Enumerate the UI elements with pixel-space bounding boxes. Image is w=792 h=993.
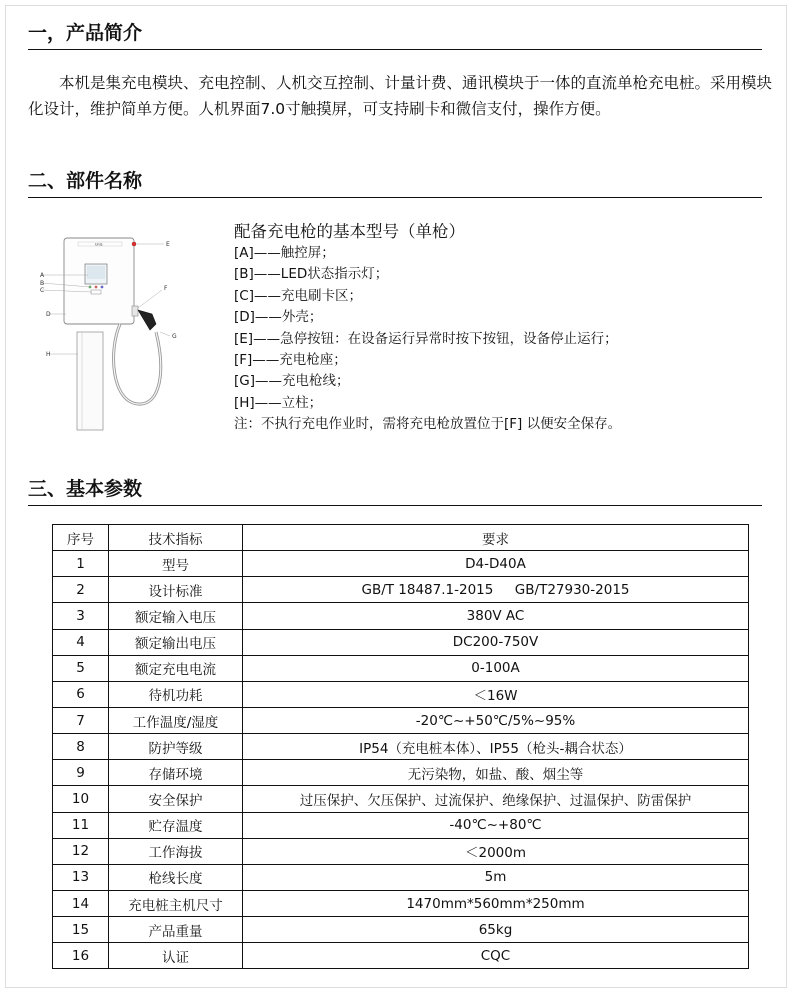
row-requirement: 无污染物，如盐、酸、烟尘等 [243,760,749,786]
row-index: 16 [53,943,109,969]
table-row [53,577,749,603]
figure-label-f: F [164,285,168,292]
row-indicator: 工作海拔 [109,838,243,864]
row-index: 10 [53,786,109,812]
section-title-parts: 二、部件名称 [28,168,762,198]
row-indicator: 枪线长度 [109,864,243,890]
row-requirement: 过压保护、欠压保护、过流保护、绝缘保护、过温保护、防雷保护 [243,786,749,812]
table-row [53,943,749,969]
table-row [53,864,749,890]
table-row [53,734,749,760]
table-row [53,655,749,681]
charger-diagram [38,232,218,432]
parts-item: [D]——外壳； [234,309,323,326]
row-indicator: 型号 [109,551,243,577]
row-index: 9 [53,760,109,786]
intro-paragraph: 本机是集充电模块、充电控制、人机交互控制、计量计费、通讯模块于一体的直流单枪充电桩。采用模块化设计，维护简单方便。人机界面7.0寸触摸屏，可支持刷卡和微信支付，操作方便。 [28,74,773,118]
row-index: 3 [53,603,109,629]
figure-label-c: C [40,287,45,294]
figure-label-g: G [172,333,177,340]
table-row [53,812,749,838]
table-row [53,551,749,577]
row-index: 15 [53,917,109,943]
table-row [53,681,749,707]
table-row [53,629,749,655]
row-index: 5 [53,655,109,681]
row-requirement: D4-D40A [243,551,749,577]
row-index: 7 [53,707,109,733]
section-title-params: 三、基本参数 [28,476,762,506]
table-row [53,838,749,864]
row-requirement: 1470mm*560mm*250mm [243,890,749,916]
header-indicator: 技术指标 [109,525,243,551]
header-index: 序号 [53,525,109,551]
row-requirement: -40℃~+80℃ [243,812,749,838]
emergency-stop-shape [132,242,136,246]
parts-subtitle: 配备充电枪的基本型号（单枪） [234,222,465,241]
row-indicator: 防护等级 [109,734,243,760]
row-requirement: 380V AC [243,603,749,629]
row-index: 8 [53,734,109,760]
row-requirement: GB/T 18487.1-2015 GB/T27930-2015 [243,577,749,603]
row-index: 12 [53,838,109,864]
row-requirement: ＜2000m [243,838,749,864]
post-shape [77,332,103,430]
row-requirement: IP54（充电桩本体）、IP55（枪头-耦合状态） [243,734,749,760]
brand-logo: Unis [95,242,103,247]
row-indicator: 产品重量 [109,917,243,943]
table-row [53,603,749,629]
row-requirement: DC200-750V [243,629,749,655]
row-indicator: 额定输出电压 [109,629,243,655]
parts-item: [H]——立柱； [234,394,323,411]
row-indicator: 认证 [109,943,243,969]
row-indicator: 贮存温度 [109,812,243,838]
row-requirement: -20℃~+50℃/5%~95% [243,707,749,733]
row-index: 6 [53,681,109,707]
gun-holster-shape [132,306,138,316]
header-requirement: 要求 [243,525,749,551]
row-indicator: 工作温度/湿度 [109,707,243,733]
row-requirement: 5m [243,864,749,890]
table-row [53,760,749,786]
row-indicator: 额定输入电压 [109,603,243,629]
row-indicator: 额定充电电流 [109,655,243,681]
row-index: 14 [53,890,109,916]
table-row [53,917,749,943]
row-index: 11 [53,812,109,838]
row-indicator: 设计标准 [109,577,243,603]
row-indicator: 充电桩主机尺寸 [109,890,243,916]
row-indicator: 待机功耗 [109,681,243,707]
row-index: 4 [53,629,109,655]
parts-item: [G]——充电枪线； [234,373,350,390]
row-requirement: 0-100A [243,655,749,681]
figure-label-d: D [46,311,51,318]
figure-label-e: E [166,241,170,248]
parts-item: [F]——充电枪座； [234,352,347,369]
row-requirement: 65kg [243,917,749,943]
row-requirement: ＜16W [243,681,749,707]
charging-gun-shape [138,310,156,330]
figure-label-a: A [40,272,45,279]
parts-item: [C]——充电刷卡区； [234,287,362,304]
figure-label-b: B [40,280,45,287]
parts-item: [A]——触控屏； [234,245,335,261]
section-title-intro: 一，产品简介 [28,20,762,50]
row-indicator: 存储环境 [109,760,243,786]
table-row [53,707,749,733]
parts-item: [E]——急停按钮：在设备运行异常时按下按钮，设备停止运行； [234,330,618,347]
row-index: 2 [53,577,109,603]
table-row [53,890,749,916]
spec-table [52,524,749,969]
row-requirement: CQC [243,943,749,969]
parts-list [234,243,621,436]
row-index: 13 [53,864,109,890]
parts-item: [B]——LED状态指示灯； [234,266,389,283]
figure-label-h: H [46,351,51,358]
parts-note: 注：不执行充电作业时，需将充电枪放置位于[F] 以便安全保存。 [234,416,622,433]
table-row [53,786,749,812]
row-indicator: 安全保护 [109,786,243,812]
spec-header-row [53,525,749,551]
row-index: 1 [53,551,109,577]
